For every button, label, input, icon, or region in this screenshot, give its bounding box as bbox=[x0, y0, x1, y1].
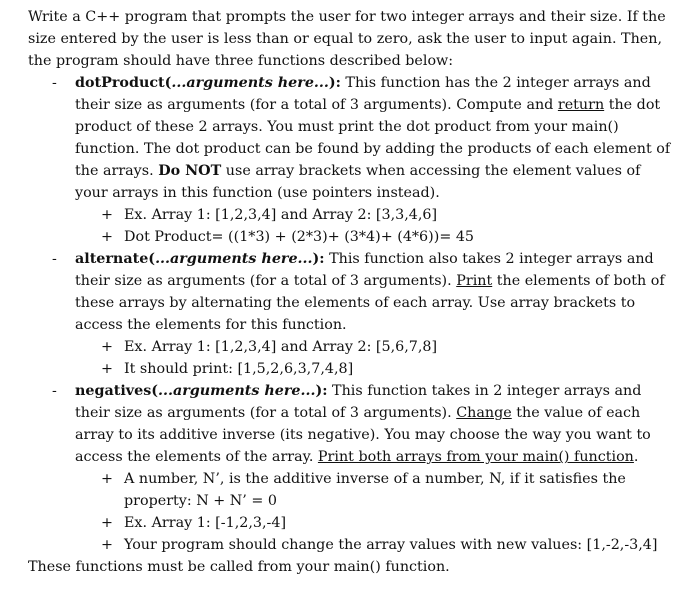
example-text: Ex. Array 1: [1,2,3,4] and Array 2: [3,3,4,6] bbox=[124, 207, 438, 223]
function-args: ...arguments here... bbox=[171, 75, 329, 91]
example-text: It should print: [1,5,2,6,3,7,4,8] bbox=[124, 361, 354, 377]
bullet-plus: + bbox=[101, 537, 113, 553]
example-text: A number, N’, is the additive inverse of a number, N, if it satisfies the property: N + N’ = 0 bbox=[124, 471, 626, 509]
description-text: the elements of both of these arrays by alternating the elements of each array. Use array brackets to access the elements for this function. bbox=[75, 273, 665, 333]
function-args: ...arguments here... bbox=[158, 383, 316, 399]
example-item bbox=[75, 358, 677, 380]
function-item-negatives bbox=[28, 380, 677, 556]
emphasis-text: Change bbox=[456, 405, 512, 421]
emphasis-text: Print bbox=[456, 273, 493, 289]
bullet-dash: - bbox=[52, 383, 57, 399]
bullet-plus: + bbox=[101, 207, 113, 223]
function-name: negatives( bbox=[75, 383, 159, 399]
example-item bbox=[75, 468, 677, 512]
bullet-plus: + bbox=[101, 339, 113, 355]
function-args: ...arguments here... bbox=[155, 251, 313, 267]
description-text: the value of each array to its additive inverse (its negative). You may choose the way you want to access the elements of the array. bbox=[75, 405, 651, 465]
description-text: the dot product of these 2 arrays. You must print the dot product from your main() function. The dot product can be found by adding the products of each element of the arrays. bbox=[75, 97, 671, 179]
example-text: Dot Product= ((1*3) + (2*3)+ (3*4)+ (4*6))= 45 bbox=[124, 229, 475, 245]
bullet-dash: - bbox=[52, 251, 57, 267]
outro-paragraph: These functions must be called from your main() function. bbox=[28, 559, 450, 575]
example-item bbox=[75, 204, 677, 226]
bullet-plus: + bbox=[101, 471, 113, 487]
description-text: This function takes in 2 integer arrays and their size as arguments (for a total of 3 arguments). bbox=[75, 383, 642, 421]
example-text: Ex. Array 1: [-1,2,3,-4] bbox=[124, 515, 287, 531]
bullet-plus: + bbox=[101, 515, 113, 531]
example-text: Ex. Array 1: [1,2,3,4] and Array 2: [5,6,7,8] bbox=[124, 339, 438, 355]
function-close: ): bbox=[328, 75, 341, 91]
example-list bbox=[75, 204, 677, 248]
description-text: use array brackets when accessing the element values of your arrays in this function (use pointers instead). bbox=[75, 163, 641, 201]
bullet-plus: + bbox=[101, 361, 113, 377]
example-item bbox=[75, 534, 677, 556]
intro-paragraph: Write a C++ program that prompts the user for two integer arrays and their size. If the size entered by the user is less than or equal to zero, ask the user to input again. Then, the program should have three functions described below: bbox=[28, 9, 666, 69]
emphasis-text: Print both arrays from your main() function bbox=[317, 449, 634, 465]
function-name: alternate( bbox=[75, 251, 156, 267]
emphasis-text: return bbox=[557, 97, 605, 113]
emphasis-text: Do NOT bbox=[158, 163, 222, 179]
bullet-dash: - bbox=[52, 75, 57, 91]
description-text: This function has the 2 integer arrays and their size as arguments (for a total of 3 arguments). Compute and bbox=[75, 75, 651, 113]
function-close: ): bbox=[312, 251, 325, 267]
description-text: . bbox=[633, 449, 639, 465]
function-item-alternate bbox=[28, 248, 677, 380]
example-item bbox=[75, 512, 677, 534]
example-item bbox=[75, 336, 677, 358]
bullet-plus: + bbox=[101, 229, 113, 245]
function-list bbox=[28, 72, 677, 556]
example-text: Your program should change the array values with new values: [1,-2,-3,4] bbox=[124, 537, 658, 553]
function-close: ): bbox=[315, 383, 328, 399]
function-item-dotproduct bbox=[28, 72, 677, 248]
description-text: This function also takes 2 integer arrays and their size as arguments (for a total of 3 arguments). bbox=[75, 251, 654, 289]
example-list bbox=[75, 336, 677, 380]
example-list bbox=[75, 468, 677, 556]
example-item bbox=[75, 226, 677, 248]
function-name: dotProduct( bbox=[75, 75, 172, 91]
